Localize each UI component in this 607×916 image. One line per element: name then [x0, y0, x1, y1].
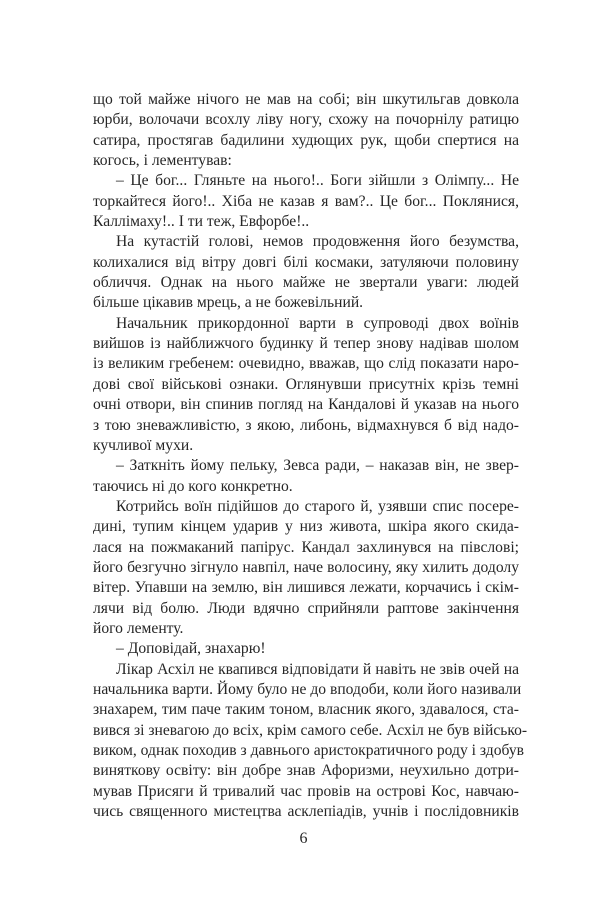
text-line: торкайтеся його!.. Хіба не казав я вам?.. Це бог... Поклянися,	[93, 192, 519, 210]
text-line: його безгучно зігнуло навпіл, наче волосину, яку хилить додолу	[93, 558, 519, 576]
text-line: Начальник прикордонної варти в супроводі двох воїнів	[116, 314, 519, 332]
text-line: вітер. Упавши на землю, він лишився лежати, корчачись і скім-	[93, 579, 519, 597]
text-line: вився зі зневагою до всіх, крім самого себе. Асхіл не був військо-	[93, 721, 528, 739]
text-line: його лементу.	[93, 619, 184, 637]
text-line: мував Присяги й тривалий час провів на острові Кос, навчаю-	[93, 782, 519, 800]
text-line: що той майже нічого не мав на собі; він шкутильгав довкола	[93, 91, 519, 108]
text-line: – Доповідай, знахарю!	[116, 640, 266, 658]
text-line: з тою зневажливістю, з якою, либонь, відмахнувся б від надо-	[93, 416, 519, 434]
text-line: сатира, простягав бадилини худющих рук, щоби спертися на	[93, 131, 519, 149]
text-line: виком, однак походив з давнього аристократичного роду і здобув	[93, 742, 524, 759]
text-line: очні отвори, він спинив погляд на Кандалові й указав на нього	[93, 396, 519, 414]
text-line: виняткову освіту: він добре знав Афоризми, неухильно дотри-	[93, 762, 519, 780]
text-line: дові свої військові ознаки. Оглянувши присутніх крізь темні	[93, 375, 519, 393]
text-line: Котрийсь воїн підійшов до старого й, узявши спис посере-	[116, 497, 519, 515]
text-line: лячи від болю. Люди вдячно сприйняли раптове закінчення	[93, 599, 519, 617]
text-line: Каллімаху!.. І ти теж, Евфорбе!..	[93, 213, 310, 231]
text-line: колихалися від вітру довгі білі космаки, затуляючи половину	[93, 253, 519, 271]
text-line: із великим гребенем: очевидно, вважав, що слід показати наро-	[93, 355, 519, 373]
text-line: дині, тупим кінцем ударив у низ живота, шкіра якого скида-	[93, 518, 519, 536]
page-number: 6	[299, 830, 308, 847]
text-line: знахарем, тим паче таким тоном, власник якого, здавалося, ста-	[93, 701, 519, 719]
text-line: – Заткніть йому пельку, Зевса ради, – наказав він, не звер-	[116, 457, 519, 475]
text-line: Лікар Асхіл не квапився відповідати й навіть не звів очей на	[116, 660, 519, 678]
text-line: начальника варти. Йому було не до вподоби, коли його називали	[93, 680, 522, 698]
text-line: чись священного мистецтва асклепіадів, учнів і послідовників	[93, 803, 519, 821]
text-line: таючись ні до кого конкретно.	[93, 477, 293, 495]
text-line: вийшов із найближчого будинку й тепер знову надівав шолом	[93, 335, 519, 353]
text-line: обличчя. Однак на нього майже не звертали уваги: людей	[93, 274, 519, 292]
text-line: кучливої мухи.	[93, 436, 194, 454]
text-line: когось, і лементував:	[93, 152, 232, 170]
text-line: більше цікавив мрець, а не божевільний.	[93, 294, 364, 312]
text-line: На кутастій голові, немов продовження його безумства,	[116, 233, 519, 251]
text-line: лася на пожмаканий папірус. Кандал захлинувся на півслові;	[93, 538, 519, 556]
page-body-text	[93, 90, 528, 822]
text-line: юрби, волочачи всохлу ліву ногу, схожу на почорнілу ратицю	[93, 111, 519, 129]
text-line: – Це бог... Гляньте на нього!.. Боги зійшли з Олімпу... Не	[116, 172, 519, 190]
